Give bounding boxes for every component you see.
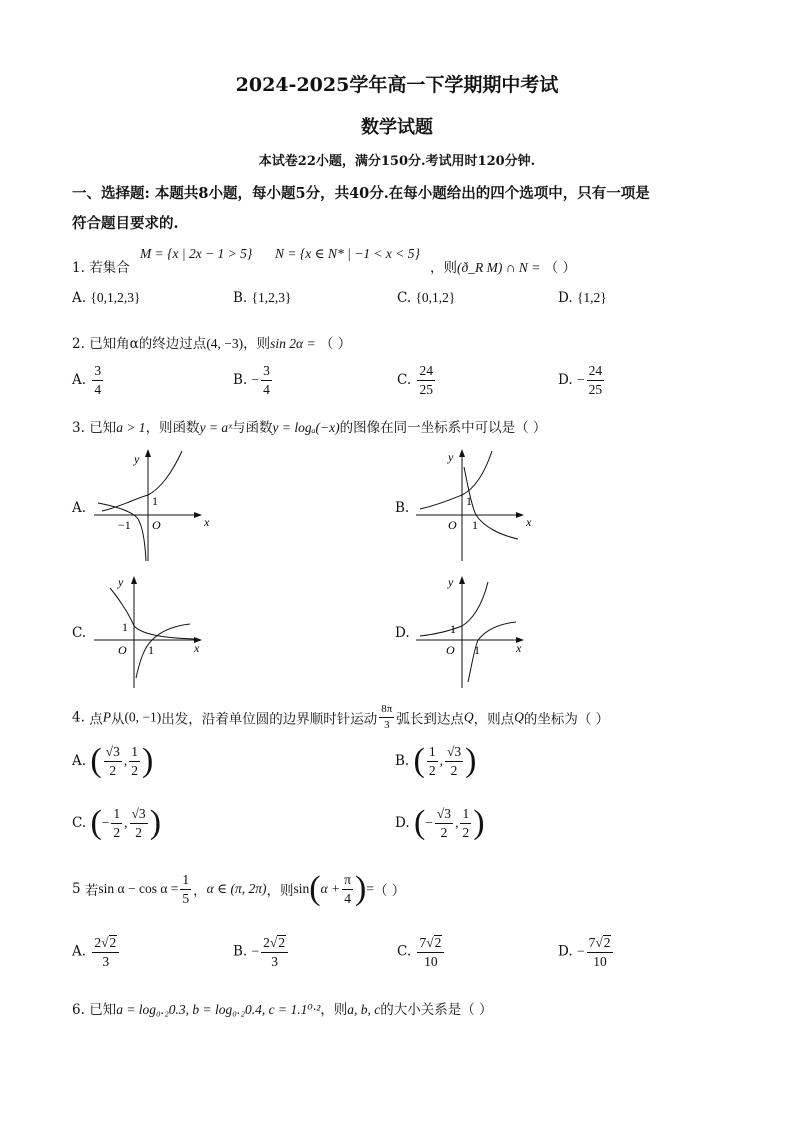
x-axis-label: x	[526, 515, 532, 529]
question-text-4: 的图像在同一坐标系中可以是（ ）	[339, 420, 547, 436]
q4-point-p: P	[102, 709, 111, 725]
q2-answer-paren: （ ）	[319, 336, 352, 352]
q5-answer-paren: （ ）	[373, 883, 406, 899]
question-text: 已知	[89, 1002, 117, 1018]
origin-label: O	[446, 643, 455, 657]
y-axis-label: y	[448, 450, 454, 464]
origin-label: O	[448, 518, 457, 532]
question-text-4: 弧长到达点	[396, 711, 464, 728]
tick-neg-one: −1	[118, 518, 131, 532]
q2-point: (4, −3)	[206, 336, 244, 351]
tick-one-x: 1	[472, 518, 478, 532]
exam-instructions: 本试卷22小题，满分150分.考试用时120分钟.	[258, 154, 536, 169]
question-number: 4.	[72, 709, 85, 726]
q3-function-2: y = logₐ(−x)	[272, 420, 340, 435]
q5-value-num: 1	[180, 873, 191, 890]
question-number: 1.	[72, 260, 85, 276]
question-number: 5	[72, 881, 81, 897]
question-text-2: ，	[193, 883, 207, 899]
q4-option-c[interactable]: C. (− $\frac{1}{2}$ , $\frac{√3}{2}$ )	[72, 804, 162, 841]
q5-alpha-plus: α +	[320, 881, 341, 896]
q5-range: α ∈ (π, 2π)	[206, 881, 267, 896]
q2-option-c[interactable]: C. $\frac{24}{25}$	[397, 363, 433, 397]
question-5: 5 若sin α − cos α = $\frac{1}{5}$ ，α ∈ (π, 2π)，则sin(α + $\frac{\pi}{4}$ )=（ ）	[72, 870, 406, 907]
question-3	[72, 416, 546, 436]
q4-arc-denominator: 3	[384, 719, 390, 731]
question-text-3: 的大小关系是（ ）	[380, 1002, 493, 1018]
question-text-2: ，则	[320, 1002, 348, 1018]
x-axis-label: x	[204, 515, 210, 529]
y-axis-label: y	[118, 575, 124, 589]
q3-graph-a[interactable]	[90, 447, 220, 565]
question-text-3: ，则	[266, 883, 294, 899]
origin-label: O	[118, 643, 127, 657]
question-text-2: 从	[110, 711, 125, 728]
q5-sin: sin	[293, 881, 310, 896]
q1-option-c[interactable]: C. {0,1,2}	[397, 290, 456, 306]
q3-graph-b[interactable]	[412, 447, 542, 565]
q1-option-b[interactable]: B. {1,2,3}	[233, 290, 292, 306]
q6-expression: a = log₀.₂0.3, b = log₀.₂0.4, c = 1.1⁰·²	[116, 1002, 321, 1017]
question-4	[72, 704, 609, 731]
q5-options	[72, 935, 732, 981]
q3-option-b-label[interactable]: B.	[395, 500, 410, 516]
y-axis-label: y	[134, 452, 140, 466]
question-text-3: 出发，沿着单位圆的边界顺时针运动	[161, 711, 378, 728]
q3-function-1: y = aˣ	[199, 420, 232, 435]
question-2	[72, 332, 351, 352]
section-heading-line1: 一、选择题: 本题共8小题，每小题5分，共40分.在每小题给出的四个选项中，只有一项是	[72, 185, 650, 202]
q1-option-d[interactable]: D. {1,2}	[558, 290, 607, 306]
q3-option-a-label[interactable]: A.	[72, 500, 87, 516]
q2-option-b[interactable]: B. − $\frac{3}{4}$	[233, 363, 270, 397]
q3-condition: a > 1	[116, 420, 146, 435]
q5-equals: =	[366, 881, 374, 896]
section-heading-line2: 符合题目要求的.	[72, 215, 179, 232]
question-1	[72, 256, 130, 276]
q1-set-n: N = {x ∈ N* | −1 < x < 5}	[275, 246, 420, 261]
q1-option-a[interactable]: A. {0,1,2,3}	[72, 290, 141, 306]
exam-subtitle: 数学试题	[361, 117, 433, 138]
question-text-2: ，则函数	[145, 420, 200, 436]
question-6	[72, 998, 493, 1018]
tick-one: 1	[152, 494, 158, 508]
q3-option-c-label[interactable]: C.	[72, 625, 87, 641]
q5-option-b[interactable]: B. − 2√ 2 3	[233, 935, 290, 968]
tick-one-y: 1	[122, 620, 128, 634]
q5-option-d[interactable]: D. − 7√ 2 10	[558, 935, 615, 968]
question-text: 已知角α的终边过点	[89, 336, 207, 352]
q4-arc-numerator: 8π	[379, 704, 394, 718]
question-text: 已知	[89, 420, 117, 436]
question-text: 点	[89, 711, 103, 728]
q1-ask	[430, 256, 576, 276]
q5-option-c[interactable]: C. 7√ 2 10	[397, 935, 446, 968]
q2-expression: sin 2α =	[270, 336, 316, 351]
question-text-2: ，则	[243, 336, 271, 352]
origin-label: O	[152, 518, 161, 532]
q2-options	[72, 364, 732, 404]
question-text-6: 的坐标为（ ）	[523, 711, 610, 728]
q4-point-q-2: Q	[514, 709, 524, 725]
x-axis-label: x	[194, 641, 200, 655]
q2-option-d[interactable]: D. − $\frac{24}{25}$	[558, 363, 603, 397]
y-axis-label: y	[448, 575, 454, 589]
q3-graph-d[interactable]	[412, 574, 542, 692]
q3-option-d-label[interactable]: D.	[395, 625, 410, 641]
q3-graph-c[interactable]	[90, 574, 220, 692]
q5-lhs: sin α − cos α =	[98, 881, 179, 896]
question-number: 6.	[72, 1002, 85, 1018]
q6-variables: a, b, c	[347, 1002, 381, 1017]
q1-expression: (ð_R M) ∩ N =	[457, 260, 541, 275]
q1-set-m: M = {x | 2x − 1 > 5}	[140, 246, 253, 261]
tick-one-y: 1	[450, 622, 456, 636]
q5-option-a[interactable]: A. 2√ 2 3	[72, 935, 121, 968]
q5-pi-num: π	[342, 873, 353, 890]
question-text: 若	[84, 883, 99, 899]
q5-pi-den: 4	[344, 890, 351, 906]
tick-one-x: 1	[148, 643, 154, 657]
q1-ask-text: ，则	[430, 260, 457, 276]
q4-start-point: (0, −1)	[124, 709, 162, 725]
q4-option-b[interactable]: B. ( $\frac{1}{2}$ , $\frac{√3}{2}$ )	[395, 742, 477, 779]
q4-option-a[interactable]: A. ( $\frac{√3}{2}$ , $\frac{1}{2}$ )	[72, 742, 154, 779]
question-number: 2.	[72, 336, 85, 352]
exam-title: 2024-2025学年高一下学期期中考试	[235, 74, 559, 96]
q4-option-d[interactable]: D. (− $\frac{√3}{2}$ , $\frac{1}{2}$ )	[395, 804, 485, 841]
question-text-5: ，则点	[473, 711, 515, 728]
tick-one-y: 1	[466, 494, 472, 508]
x-axis-label: x	[516, 641, 522, 655]
q2-option-a[interactable]: A. $\frac{3}{4}$	[72, 363, 102, 397]
question-text: 若集合	[89, 260, 130, 276]
question-text-3: 与函数	[231, 420, 273, 436]
q5-value-den: 5	[182, 890, 190, 906]
tick-one-x: 1	[474, 643, 480, 657]
question-number: 3.	[72, 420, 85, 436]
q1-answer-paren: （ ）	[544, 260, 576, 276]
q4-point-q: Q	[463, 709, 474, 725]
